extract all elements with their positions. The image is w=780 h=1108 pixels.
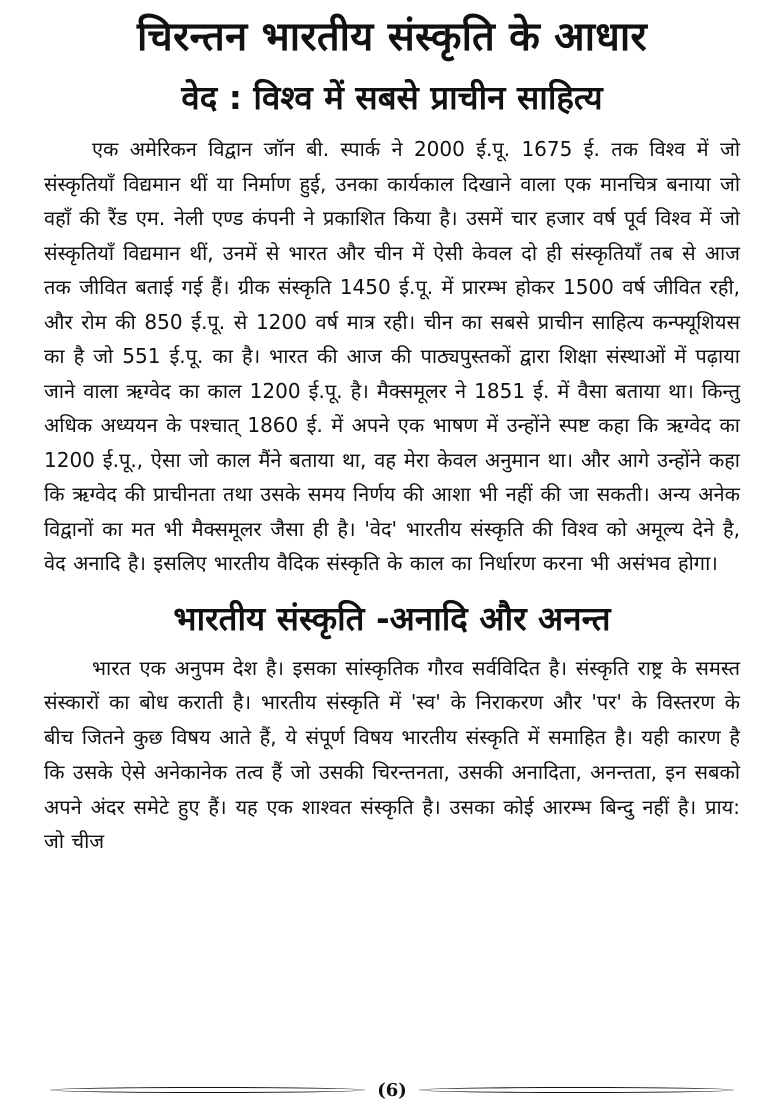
section-heading-culture: भारतीय संस्कृति -अनादि और अनन्त — [173, 598, 611, 638]
section-heading-vedas: वेद : विश्व में सबसे प्राचीन साहित्य — [181, 78, 603, 117]
paragraph-vedas: एक अमेरिकन विद्वान जॉन बी. स्पार्क ने 2000 ई.पू. 1675 ई. तक विश्व में जो संस्कृतियाँ विद्यमान थीं या निर्माण हुई, उनका कार्यकाल दिखाने वाला एक मानचित्र बनाया जो वहाँ की रैंड एम. नेली एण्ड कंपनी ने प्रकाशित किया है। उसमें चार हजार वर्ष पूर्व विश्व में जो संस्कृतियाँ विद्यमान थीं, उनमें से भारत और चीन में ऐसी केवल दो ही संस्कृतियाँ तब से आज तक जीवित बताई गई हैं। ग्रीक संस्कृति 1450 ई.पू. में प्रारम्भ होकर 1500 वर्ष जीवित रही, और रोम की 850 ई.पू. से 1200 वर्ष मात्र रही। चीन का सबसे प्राचीन साहित्य कन्फ्यूशियस का है जो 551 ई.पू. का है। भारत की आज की पाठ्यपुस्तकों द्वारा शिक्षा संस्थाओं में पढ़ाया जाने वाला ऋग्वेद का काल 1200 ई.पू. है। मैक्समूलर ने 1851 ई. में वैसा बताया था। किन्तु अधिक अध्ययन के पश्चात् 1860 ई. में अपने एक भाषण में उन्होंने स्पष्ट कहा कि ऋग्वेद का 1200 ई.पू., ऐसा जो काल मैंने बताया था, वह मेरा केवल अनुमान था। और आगे उन्होंने कहा कि ऋग्वेद की प्राचीनता तथा उसके समय निर्णय की आशा भी नहीं की जा सकती। अन्य अनेक विद्वानों का मत भी मैक्समूलर जैसा ही है। 'वेद' भारतीय संस्कृति की विश्व को अमूल्य देने है, वेद अनादि है। इसलिए भारतीय वैदिक संस्कृति के काल का निर्धारण करना भी असंभव होगा। — [44, 137, 740, 575]
footer-rule-left — [50, 1087, 365, 1093]
page-footer — [44, 1078, 740, 1102]
paragraph-culture: भारत एक अनुपम देश है। इसका सांस्कृतिक गौरव सर्वविदित है। संस्कृति राष्ट्र के समस्त संस्कारों का बोध कराती है। भारतीय संस्कृति में 'स्व' के निराकरण और 'पर' के विस्तरण के बीच जितने कुछ विषय आते हैं, ये संपूर्ण विषय भारतीय संस्कृति में समाहित है। यही कारण है कि उसके ऐसे अनेकानेक तत्व हैं जो उसकी चिरन्तनता, उसकी अनादिता, अनन्तता, इन सबको अपने अंदर समेटे हुए हैं। यह एक शाश्वत संस्कृति है। उसका कोई आरम्भ बिन्दु नहीं है। प्राय: जो चीज — [44, 655, 740, 854]
footer-rule-right — [419, 1087, 734, 1093]
page-number: (6) — [377, 1079, 407, 1101]
page-title: चिरन्तन भारतीय संस्कृति के आधार — [137, 14, 647, 60]
